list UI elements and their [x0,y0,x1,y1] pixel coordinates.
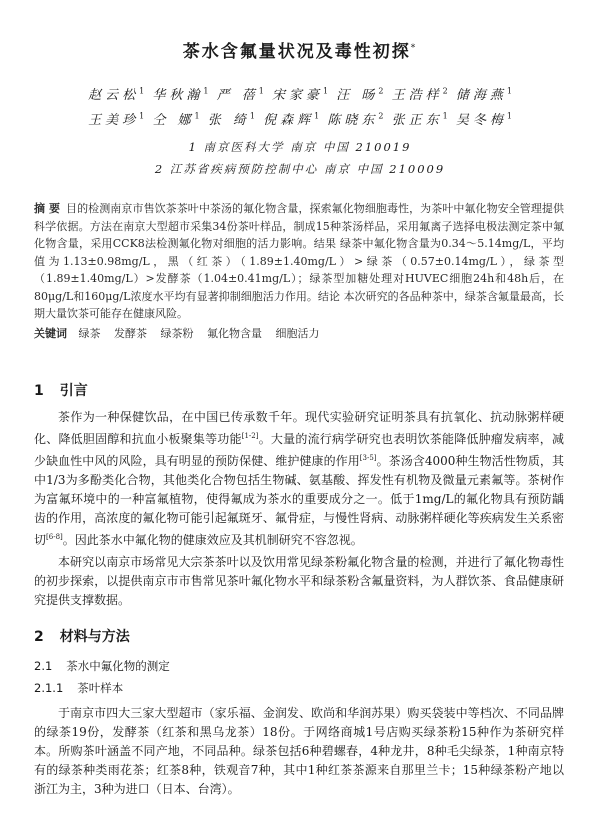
keyword: 绿茶 [78,327,101,340]
keyword: 氟化物含量 [207,327,262,340]
author-list-1 [0,84,600,103]
section-1-paragraph-2: 本研究以南京市场常见大宗茶茶叶以及饮用常见绿茶粉氟化物含量的检测，并进行了氟化物毒性的初步探索，以提供南京市市售常见茶叶氟化物水平和绿茶粉含氟量资料，为人群饮茶、食品健康研究提供支撑数据。 [34,555,564,607]
author: 仝 娜$^1$ [152,111,200,128]
author: 王浩样$^2$ [391,86,448,103]
section-number: 1 [34,383,44,399]
author: 张 绮$^1$ [207,111,255,128]
citation: [6-8] [46,533,63,541]
citation: [3-5] [359,454,377,462]
title-footnote-mark: * [410,43,418,54]
abstract-label: 摘 要 [34,202,61,215]
section-2-paragraph: 于南京市四大三家大型超市（家乐福、金润发、欧尚和华润苏果）购买袋装中等档次、不同品牌的绿茶19份，发酵茶（红茶和黑乌龙茶）18份。于网络商城1号店购买绿茶粉15种作为茶研究样本。所购茶叶涵盖不同产地，不同品种。绿茶包括6种碧螺春，4种龙井，8种毛尖绿茶，1种南京特有的绿茶种类雨花茶；红茶8种，铁观音7种，其中1种红茶茶源来自那里兰卡；15种绿茶粉产地以浙江为主，3种为进口（日本、台湾）。 [34,706,564,796]
author: 汪 旸$^2$ [336,86,384,103]
keywords [34,325,564,341]
title-text: 茶水含氟量状况及毒性初探 [182,42,411,62]
affiliation-2: 2 江苏省疾病预防控制中心 南京 中国 210009 [154,162,446,176]
keyword: 绿茶粉 [160,327,194,340]
author-list-2 [0,109,600,128]
paper-title [0,37,600,62]
keywords-label: 关键词 [34,327,67,340]
author: 宋家豪$^1$ [271,86,329,103]
section-1-heading [34,380,88,400]
section-number: 2 [34,629,44,645]
abstract [34,200,564,323]
author: 储海燕$^1$ [455,86,512,103]
author: 王美珍$^1$ [88,111,145,128]
subsection-2-1-heading: 2.1 茶水中氟化物的测定 [34,659,170,673]
subsection-2-1-1-heading: 2.1.1 茶叶样本 [34,681,124,695]
section-title: 引言 [59,383,88,399]
author: 吴冬梅$^1$ [455,111,512,128]
author: 赵云松$^1$ [88,86,145,103]
keyword: 发酵茶 [114,327,147,340]
section-1-paragraph-1: 茶作为一种保健饮品，在中国已传承数千年。现代实验研究证明茶具有抗氧化、抗动脉粥样硬化、降低胆固醇和抗血小板聚集等功能[1-2]。大量的流行病学研究也表明饮茶能降低肿瘤发病率，减少缺血性中风的风险，具有明显的预防保健、维护健康的作用[3-5]。茶汤含4000种生物活性物质，其中1/3为多酚类化合物，其他类化合物包括生物碱、氨基酸、挥发性有机物及微量元素氟等。茶树作为富氟环境中的一种富氟植物，使得氟成为茶水的重要成分之一。低于1mg/L的氟化物具有预防龋齿的作用，高浓度的氟化物可能引起氟斑牙、氟骨症，与慢性肾病、动脉粥样硬化等疾病发生关系密切[6-8]。因此茶水中氟化物的健康效应及其机制研究不容忽视。 [34,410,564,547]
citation: [1-2] [241,432,259,440]
abstract-text: 目的检测南京市售饮茶茶叶中茶汤的氟化物含量，探索氟化物细胞毒性，为茶叶中氟化物安全管理提供科学依据。方法在南京大型超市采集34份茶叶样品，制成15种茶汤样品，采用氟离子选择电极法测定茶中氟化物含量，采用CCK8法检测氟化物对细胞的活力影响。结果 绿茶中氟化物含量为0.34～5.14mg/L，平均值为1.13±0.98mg/L，黑（红茶）（1.89±1.40mg/L）>绿茶（0.57±0.14mg/L），绿茶型（1.89±1.40mg/L）>发酵茶（1.04±0.41mg/L）；绿茶型加糖处理对HUVEC细胞24h和48h后，在80μg/L和160μg/L浓度水平均有显著抑制细胞活力作用。结论 本次研究的各品种茶中，绿茶含氟量最高，长期大量饮茶可能存在健康风险。 [34,202,564,320]
author: 倪森辉$^1$ [263,111,320,128]
keyword: 细胞活力 [275,327,320,340]
author: 陈晓东$^2$ [327,111,384,128]
affiliation-1: 1 南京医科大学 南京 中国 210019 [188,140,412,154]
author: 张正东$^1$ [391,111,448,128]
author: 华秋瀚$^1$ [152,86,209,103]
section-2-heading [34,626,130,646]
author: 严 蓓$^1$ [216,86,264,103]
section-title: 材料与方法 [59,629,130,645]
